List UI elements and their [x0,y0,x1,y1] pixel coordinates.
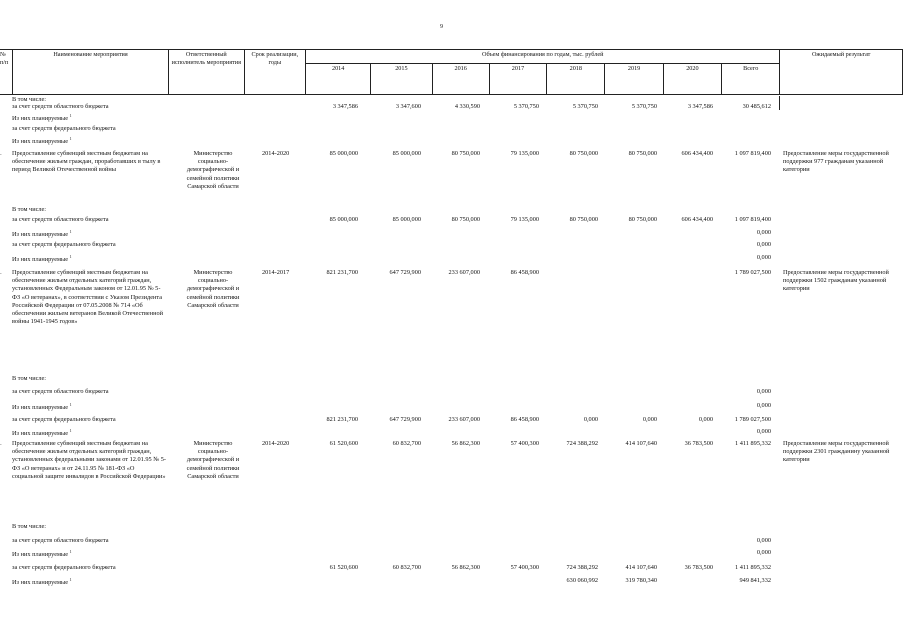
year-value: 56 862,300 [451,564,480,571]
footnote-marker: 1 [69,428,72,433]
event-name: Предоставление субвенций местным бюджетам на обеспечение жильем отдельных категорий граждан, установленных федеральными законами от 12.01.95 № 5-ФЗ «О ветеранах» и от 24.11.95 № 181-ФЗ «О социальной защите инвалидов в Российской Федерации» [12,440,167,480]
year-value: 606 434,400 [681,216,713,223]
row-label: В том числе: [12,96,47,103]
row-label: за счет средств областного бюджета [12,216,109,223]
implementation-period: 2014-2020 [262,440,290,447]
year-value: 80 750,000 [451,216,480,223]
row-label: Из них планируемые $^1$ [12,428,72,438]
year-value: 85 000,000 [392,216,421,223]
event-name: Предоставление субвенций местным бюджетам на обеспечение жильем отдельных категорий граждан, установленных Федеральным законом от 12.01.95 № 5-ФЗ «О ветеранах», в соответствии с Указом Президента Российской Федерации от 07.05.2008 № 714 «Об обеспечении жильем ветеранов Великой Отечественной войны 1941-1945 годов» [12,269,163,326]
responsible-executor: Министерство социально-демографической и семейной политики Самарской области [186,150,240,190]
year-value: 0,000 [698,416,713,423]
row-label: В том числе: [12,375,47,382]
row-label: Из них планируемые $^1$ [12,549,72,559]
row-label: В том числе: [12,523,47,530]
year-value: 79 135,000 [510,150,539,157]
header-year: 2014 [306,64,371,95]
footnote-marker: 1 [69,136,72,141]
year-value: 61 520,600 [329,440,358,447]
total-value: 30 485,612 [742,103,771,110]
year-value: 36 783,500 [684,440,713,447]
total-value: 0,000 [756,549,771,556]
header-year: 2020 [663,64,721,95]
table-header [0,49,903,95]
year-value: 60 832,700 [392,564,421,571]
header-period: Срок реализации, годы [244,50,306,95]
year-value: 80 750,000 [569,216,598,223]
row-label: за счет средств областного бюджета [12,388,109,395]
implementation-period: 2014-2020 [262,150,290,157]
year-value: 414 107,640 [625,564,657,571]
row-label: за счет средств областного бюджета [12,103,109,110]
total-value: 0,000 [756,428,771,435]
table-body [0,96,905,640]
year-value: 79 135,000 [510,216,539,223]
year-value: 233 607,000 [448,416,480,423]
total-value: 0,000 [756,537,771,544]
year-value: 233 607,000 [448,269,480,276]
row-label: Из них планируемые $^1$ [12,229,72,239]
expected-result: Предоставление меры государственной поддержки 1502 гражданам указанной категории [783,269,889,293]
year-value: 5 370,750 [513,103,539,110]
expected-result: Предоставление меры государственной поддержки 977 гражданам указанной категории [783,150,889,174]
year-value: 821 231,700 [326,269,358,276]
year-value: 85 000,000 [329,150,358,157]
header-year: 2016 [432,64,489,95]
row-label: Из них планируемые $^1$ [12,577,72,587]
total-value: 0,000 [756,388,771,395]
year-value: 60 832,700 [392,440,421,447]
year-value: 724 388,292 [566,564,598,571]
year-value: 3 347,586 [687,103,713,110]
year-value: 61 520,600 [329,564,358,571]
row-number [0,269,2,277]
row-label: Из них планируемые $^1$ [12,254,72,264]
year-value: 80 750,000 [569,150,598,157]
row-label: Из них планируемые $^1$ [12,113,72,123]
row-label: В том числе: [12,206,47,213]
year-value: 647 729,900 [389,416,421,423]
year-value: 5 370,750 [631,103,657,110]
header-funding: Объем финансирования по годам, тыс. рублей [306,50,780,64]
year-value: 57 400,300 [510,564,539,571]
footnote-marker: 1 [69,113,72,118]
total-value: 1 411 895,332 [735,440,771,447]
year-value: 724 388,292 [566,440,598,447]
year-value: 56 862,300 [451,440,480,447]
year-value: 57 400,300 [510,440,539,447]
year-value: 0,000 [642,416,657,423]
year-value: 3 347,586 [332,103,358,110]
row-label: за счет средств федерального бюджета [12,125,116,132]
footnote-marker: 1 [69,254,72,259]
year-value: 319 780,340 [625,577,657,584]
footnote-marker: 1 [69,549,72,554]
total-value: 0,000 [756,229,771,236]
header-result: Ожидаемый результат [780,50,903,95]
footnote-marker: 1 [69,402,72,407]
year-value: 80 750,000 [628,150,657,157]
year-value: 86 458,900 [510,269,539,276]
expected-result: Предоставление меры государственной поддержки 2301 гражданину указанной категории [783,440,890,464]
year-value: 647 729,900 [389,269,421,276]
total-value: 1 789 027,500 [734,269,771,276]
responsible-executor: Министерство социально-демографической и семейной политики Самарской области [186,440,240,480]
implementation-period: 2014-2017 [262,269,290,276]
year-value: 0,000 [583,416,598,423]
year-value: 4 330,590 [454,103,480,110]
header-total: Всего [722,64,780,95]
total-value: 1 789 027,500 [734,416,771,423]
year-value: 86 458,900 [510,416,539,423]
year-value: 630 060,992 [566,577,598,584]
year-value: 36 783,500 [684,564,713,571]
footnote-marker: 1 [69,229,72,234]
header-year: 2019 [605,64,663,95]
year-value: 3 347,600 [395,103,421,110]
total-value: 0,000 [756,254,771,261]
year-value: 414 107,640 [625,440,657,447]
row-label: Из них планируемые $^1$ [12,136,72,146]
year-value: 85 000,000 [329,216,358,223]
year-value: 821 231,700 [326,416,358,423]
total-value: 1 411 895,332 [735,564,771,571]
row-label: за счет средств федерального бюджета [12,416,116,423]
responsible-executor: Министерство социально-демографической и семейной политики Самарской области [186,269,240,309]
row-label: за счет средств федерального бюджета [12,564,116,571]
total-value: 0,000 [756,402,771,409]
total-value: 1 097 819,400 [734,216,771,223]
year-value: 85 000,000 [392,150,421,157]
header-no: № п/п [0,50,12,95]
footnote-marker: 1 [69,577,72,582]
year-value: 80 750,000 [451,150,480,157]
header-responsible: Ответственный исполнитель мероприятия [169,50,244,95]
row-number [0,150,2,158]
page-number: 9 [440,24,443,30]
year-value: 606 434,400 [681,150,713,157]
total-value: 949 841,332 [739,577,771,584]
header-year: 2015 [371,64,432,95]
row-label: за счет средств областного бюджета [12,537,109,544]
event-name: Предоставление субвенций местным бюджетам на обеспечение жильем граждан, проработавших в тылу в период Великой Отечественной войны [12,150,161,174]
total-value: 0,000 [756,241,771,248]
total-value: 1 097 819,400 [734,150,771,157]
header-name: Наименование мероприятия [12,50,168,95]
row-label: Из них планируемые $^1$ [12,402,72,412]
year-value: 80 750,000 [628,216,657,223]
header-year: 2017 [489,64,546,95]
row-number [0,440,2,448]
year-value: 5 370,750 [572,103,598,110]
row-label: за счет средств федерального бюджета [12,241,116,248]
header-year: 2018 [547,64,605,95]
